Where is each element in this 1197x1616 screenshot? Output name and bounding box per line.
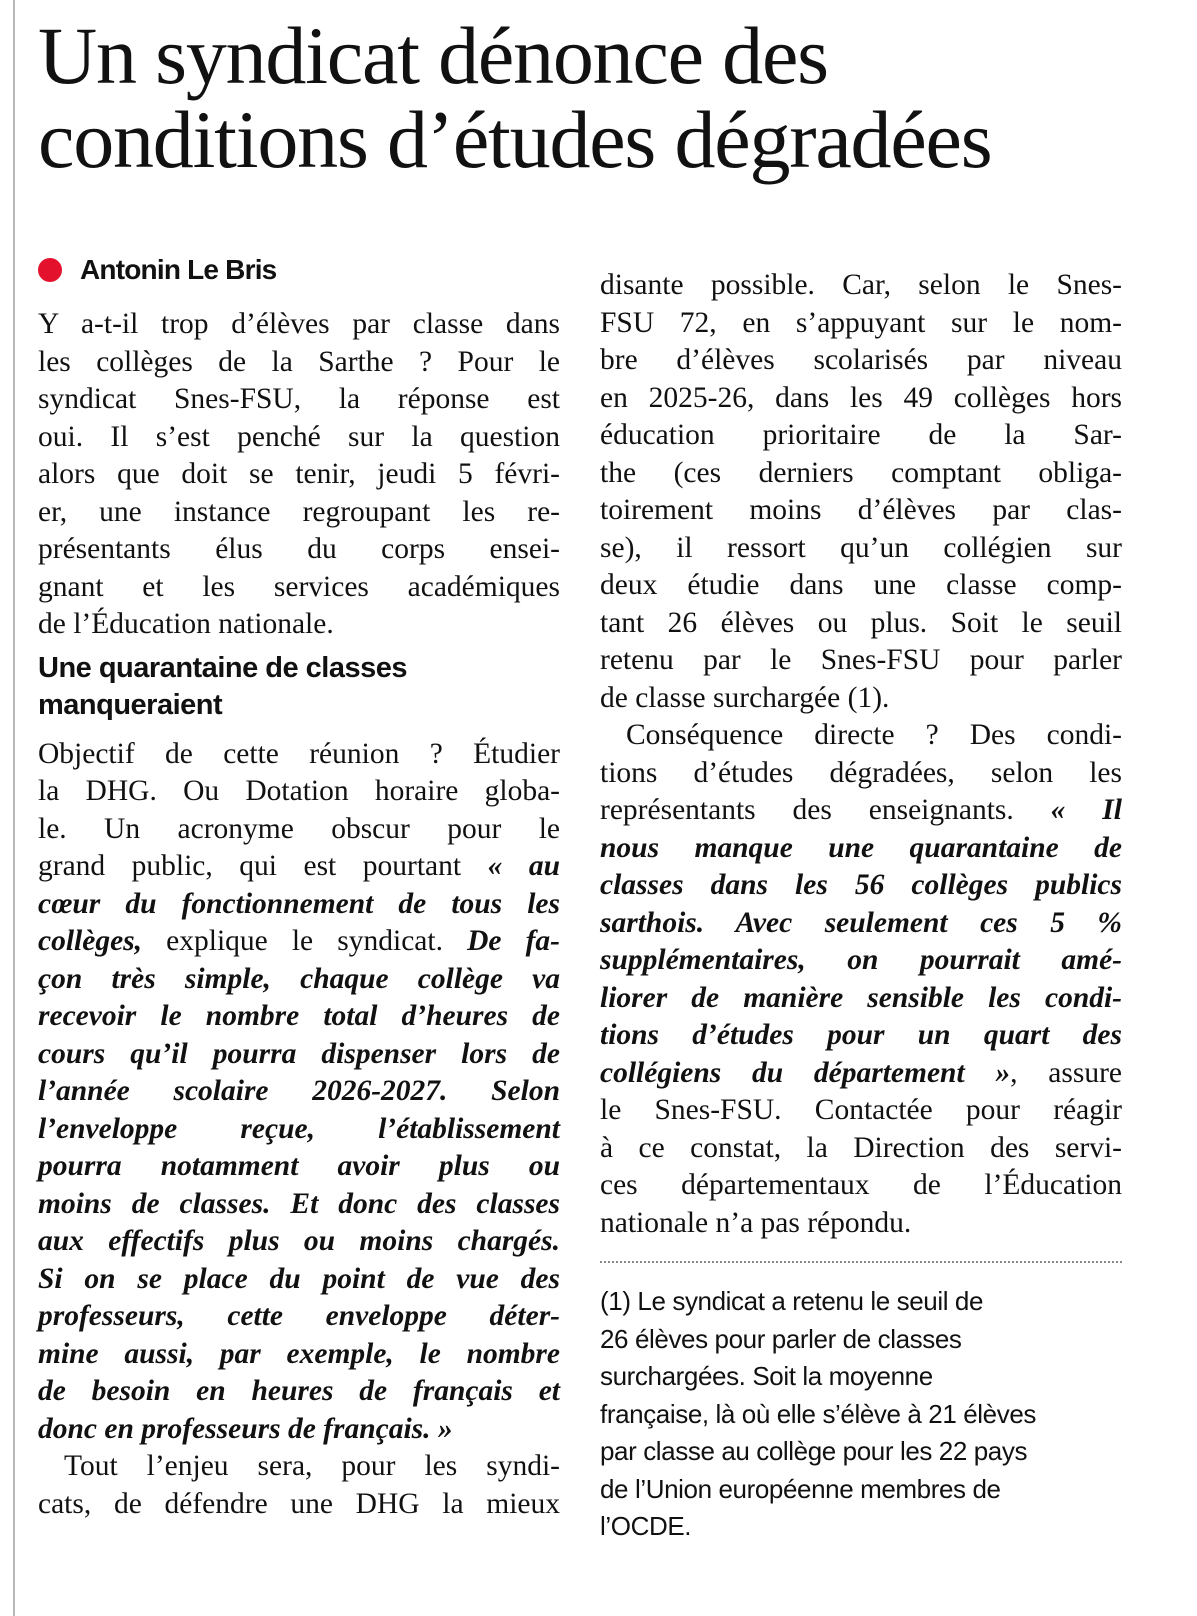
text-line	[600, 830, 1122, 868]
body-text: ces départementaux de l’Éducation	[600, 1169, 1122, 1201]
subheading-line: manqueraient	[38, 689, 223, 721]
quote-text: moins de classes. Et donc des classes	[38, 1187, 560, 1220]
quote-text: pourra notamment avoir plus ou	[38, 1150, 560, 1182]
body-text: alors que doit se tenir, jeudi 5 févri-	[38, 458, 560, 490]
paragraph	[38, 306, 560, 644]
text-line	[38, 1373, 560, 1411]
text-line	[38, 848, 560, 886]
footnote-line: surchargées. Soit la moyenne	[600, 1361, 933, 1391]
quote-text: donc en professeurs de français. »	[38, 1412, 453, 1445]
text-line	[600, 605, 1122, 643]
paragraph	[600, 267, 1122, 717]
text-line	[38, 736, 560, 774]
body-text: retenu par le Snes-FSU pour parler	[600, 644, 1122, 676]
text-line	[600, 1130, 1122, 1168]
body-text: gnant et les services académiques	[38, 570, 560, 603]
text-line	[38, 1298, 560, 1336]
text-line	[38, 344, 560, 382]
quote-text: liorer de manière sensible les condi-	[600, 981, 1122, 1014]
quote-text: de besoin en heures de français et	[38, 1375, 560, 1407]
quote-text: classes dans les 56 collèges publics	[600, 869, 1122, 901]
text-line	[600, 1205, 1122, 1243]
body-text: le. Un acronyme obscur pour le	[38, 812, 560, 845]
body-text: er, une instance regroupant les re-	[38, 495, 560, 528]
right-column	[600, 267, 1122, 1242]
text-line	[38, 531, 560, 569]
quote-text: aux effectifs plus ou moins chargés.	[38, 1225, 560, 1257]
text-line	[600, 717, 1122, 755]
body-text: bre d’élèves scolarisés par niveau	[600, 344, 1122, 376]
quote-text: cœur du fonctionnement de tous les	[38, 887, 560, 920]
body-text: la DHG. Ou Dotation horaire globa-	[38, 775, 560, 807]
body-text: the (ces derniers comptant obliga-	[600, 456, 1122, 489]
text-line	[38, 494, 560, 532]
body-text: cats, de défendre une DHG la mieux	[38, 1487, 560, 1520]
body-text: explique le syndicat.	[142, 925, 468, 957]
body-text: oui. Il s’est penché sur la question	[38, 420, 560, 453]
text-line	[38, 998, 560, 1036]
title-line: Un syndicat dénonce des	[38, 10, 828, 101]
text-line	[600, 867, 1122, 905]
text-line	[600, 305, 1122, 343]
quote-text: collégiens du département »	[600, 1056, 1011, 1089]
body-text: Conséquence directe ? Des condi-	[626, 719, 1122, 751]
quote-text: mine aussi, par exemple, le nombre	[38, 1337, 560, 1370]
quote-text: « Il	[1050, 794, 1122, 826]
quote-text: De fa-	[467, 925, 560, 957]
text-line	[38, 1036, 560, 1074]
paragraph	[600, 717, 1122, 1242]
body-text: syndicat Snes-FSU, la réponse est	[38, 383, 560, 415]
body-text: les collèges de la Sarthe ? Pour le	[38, 345, 560, 378]
text-line	[600, 680, 1122, 718]
paragraph	[38, 1448, 560, 1523]
text-line	[38, 1148, 560, 1186]
text-line	[38, 811, 560, 849]
quote-text: çon très simple, chaque collège va	[38, 962, 560, 995]
footnote-line: de l’Union européenne membres de	[600, 1473, 1001, 1504]
text-line	[38, 923, 560, 961]
body-text: tant 26 élèves ou plus. Soit le seuil	[600, 606, 1122, 639]
text-line	[38, 1111, 560, 1149]
quote-text: Si on se place du point de vue des	[38, 1262, 560, 1295]
body-text: de classe surchargée (1).	[600, 681, 890, 714]
quote-text: « au	[487, 850, 560, 882]
body-text: se), il ressort qu’un collégien sur	[600, 531, 1122, 564]
footnote-line: française, là où elle s’élève à 21 élèves	[600, 1398, 1036, 1429]
text-line	[600, 905, 1122, 943]
body-text: nationale n’a pas répondu.	[600, 1206, 912, 1239]
text-line	[600, 942, 1122, 980]
body-text: à ce constat, la Direction des servi-	[600, 1131, 1122, 1164]
body-text: grand public, qui est pourtant	[38, 850, 488, 882]
byline	[38, 254, 276, 286]
body-text: de l’Éducation nationale.	[38, 608, 334, 640]
red-dot-icon	[38, 258, 62, 282]
body-text: , assure	[1010, 1056, 1122, 1089]
text-line	[38, 569, 560, 607]
text-line	[600, 792, 1122, 830]
body-text: tions d’études dégradées, selon les	[600, 756, 1122, 789]
text-line	[38, 1486, 560, 1524]
quote-text: professeurs, cette enveloppe déter-	[38, 1300, 560, 1332]
text-line	[38, 1073, 560, 1111]
body-text: Y a-t-il trop d’élèves par classe dans	[38, 308, 560, 340]
text-line	[38, 306, 560, 344]
quote-text: supplémentaires, on pourrait amé-	[600, 944, 1122, 976]
quote-text: collèges,	[38, 925, 143, 957]
footnote-line: 26 élèves pour parler de classes	[600, 1323, 962, 1354]
text-line	[38, 1411, 560, 1449]
body-text: présentants élus du corps ensei-	[38, 533, 560, 565]
body-text: disante possible. Car, selon le Snes-	[600, 269, 1122, 301]
body-text: toirement moins d’élèves par clas-	[600, 494, 1122, 526]
body-text: éducation prioritaire de la Sar-	[600, 419, 1122, 451]
body-text: FSU 72, en s’appuyant sur le nom-	[600, 306, 1122, 339]
body-text: Tout l’enjeu sera, pour les syndi-	[64, 1450, 560, 1482]
text-line	[38, 419, 560, 457]
text-line	[600, 492, 1122, 530]
quote-text: l’année scolaire 2026-2027. Selon	[38, 1075, 560, 1107]
text-line	[38, 1448, 560, 1486]
subheading-line: Une quarantaine de classes	[38, 651, 407, 684]
text-line	[600, 342, 1122, 380]
text-line	[38, 1336, 560, 1374]
author-name: Antonin Le Bris	[80, 254, 277, 285]
body-text: représentants des enseignants.	[600, 794, 1051, 826]
article-title	[38, 10, 992, 185]
text-line	[600, 530, 1122, 568]
footnote-line: par classe au collège pour les 22 pays	[600, 1436, 1028, 1466]
footnote-line: (1) Le syndicat a retenu le seuil de	[600, 1286, 984, 1316]
text-line	[600, 1017, 1122, 1055]
left-column	[38, 306, 560, 1523]
text-line	[38, 1261, 560, 1299]
quote-text: recevoir le nombre total d’heures de	[38, 1000, 560, 1032]
text-line	[600, 567, 1122, 605]
text-line	[600, 1167, 1122, 1205]
footnote-divider	[600, 1261, 1122, 1263]
text-line	[600, 642, 1122, 680]
body-text: en 2025-26, dans les 49 collèges hors	[600, 381, 1122, 414]
text-line	[600, 455, 1122, 493]
quote-text: sarthois. Avec seulement ces 5 %	[600, 906, 1122, 939]
text-line	[600, 980, 1122, 1018]
quote-text: cours qu’il pourra dispenser lors de	[38, 1037, 560, 1070]
text-line	[38, 1186, 560, 1224]
title-line: conditions d’études dégradées	[38, 94, 992, 185]
text-line	[38, 456, 560, 494]
text-line	[600, 1092, 1122, 1130]
text-line	[38, 773, 560, 811]
quote-text: nous manque une quarantaine de	[600, 831, 1122, 864]
quote-text: tions d’études pour un quart des	[600, 1019, 1122, 1051]
footnote-line: l’OCDE.	[600, 1511, 692, 1541]
text-line	[600, 380, 1122, 418]
text-line	[600, 1055, 1122, 1093]
body-text: Objectif de cette réunion ? Étudier	[38, 737, 560, 770]
subheading	[38, 650, 560, 725]
body-text: le Snes-FSU. Contactée pour réagir	[600, 1094, 1122, 1126]
text-line	[38, 381, 560, 419]
quote-text: l’enveloppe reçue, l’établissement	[38, 1112, 560, 1145]
footnote	[600, 1283, 1140, 1546]
text-line	[600, 417, 1122, 455]
left-margin-rule	[13, 0, 15, 1616]
text-line	[38, 886, 560, 924]
text-line	[38, 1223, 560, 1261]
text-line	[600, 755, 1122, 793]
paragraph	[38, 736, 560, 1449]
text-line	[38, 961, 560, 999]
text-line	[600, 267, 1122, 305]
body-text: deux étudie dans une classe comp-	[600, 569, 1122, 601]
text-line	[38, 606, 560, 644]
